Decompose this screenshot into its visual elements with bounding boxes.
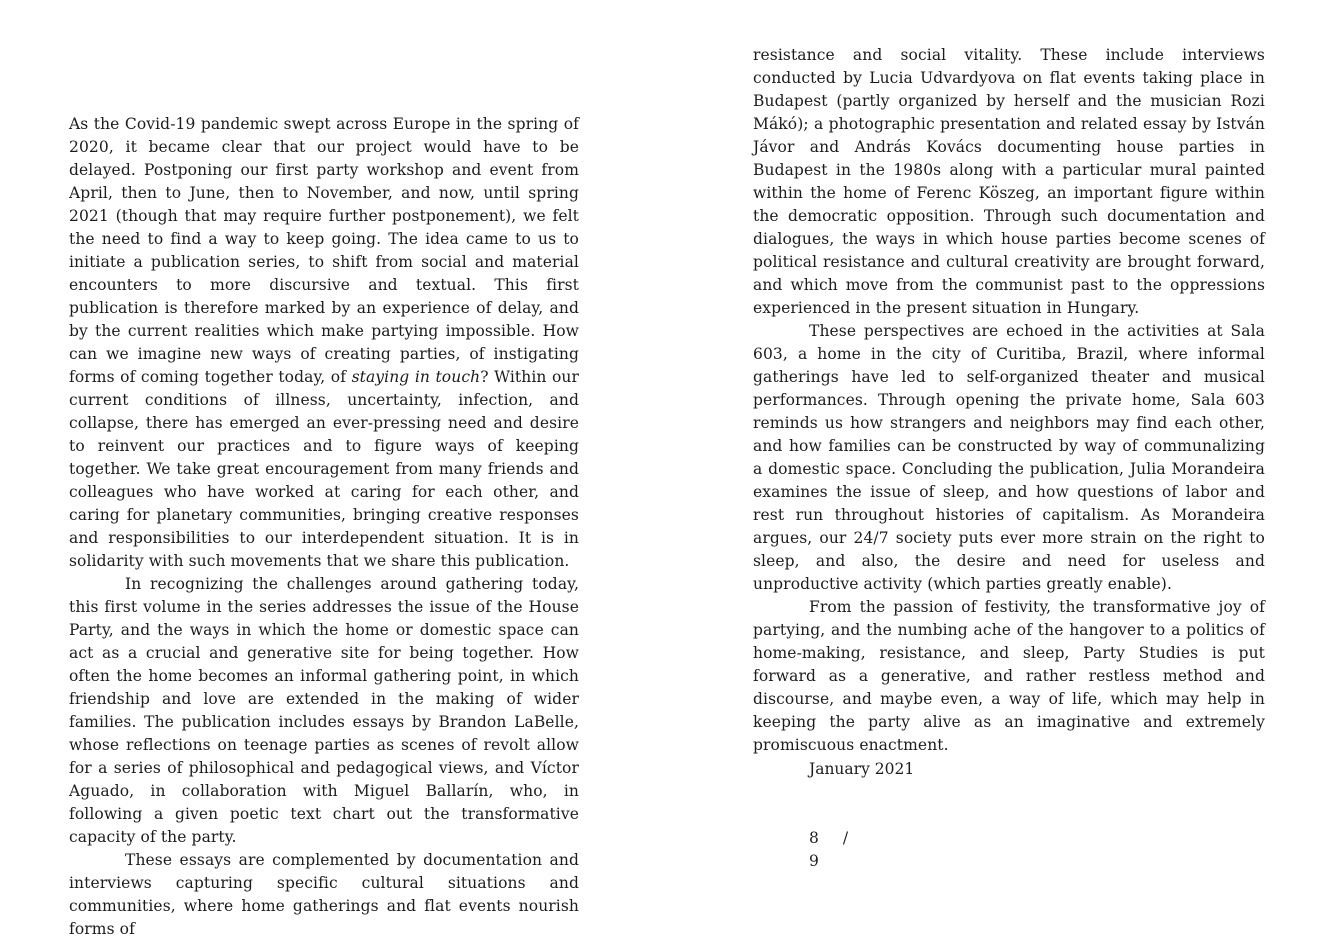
publication-date: January 2021 xyxy=(809,760,915,778)
page-numbers xyxy=(809,827,848,873)
left-page-text xyxy=(69,113,579,941)
paragraph-sala-603: These perspectives are echoed in the activities at Sala 603, a home in the city of Curitiba, Brazil, where informal gatherings have led to self-organized theater and musical performances. Through opening the private home, Sala 603 reminds us how strangers and neighbors may find each other, and how families can be constructed by way of communalizing a domestic space. Concluding the publication, Julia Morandeira examines the issue of sleep, and how questions of labor and rest run throughout histories of capitalism. As Morandeira argues, our 24/7 society puts ever more strain on the right to sleep, and also, the desire and need for useless and unproductive activity (which parties greatly enable). xyxy=(753,322,1265,593)
right-page-text xyxy=(753,44,1265,757)
page-number-separator: / xyxy=(842,829,849,847)
paragraph-resistance-vitality: resistance and social vitality. These include interviews conducted by Lucia Udvardyova on flat events taking place in Budapest (partly organized by herself and the musician Rozi Mákó); a photographic presentation and related essay by István Jávor and András Kovács documenting house parties in Budapest in the 1980s along with a particular mural painted within the home of Ferenc Köszeg, an important figure within the democratic opposition. Through such documentation and dialogues, the ways in which house parties become scenes of political resistance and cultural creativity are brought forward, and which move from the communist past to the oppressions experienced in the present situation in Hungary. xyxy=(753,46,1265,317)
paragraph-covid-delay xyxy=(69,113,579,573)
paragraph-house-party: In recognizing the challenges around gathering today, this first volume in the series addresses the issue of the House Party, and the ways in which the home or domestic space can act as a crucial and generative site for being together. How often the home becomes an informal gathering point, in which friendship and love are extended in the making of wider families. The publication includes essays by Brandon LaBelle, whose reflections on teenage parties as scenes of revolt allow for a series of philosophical and pedagogical views, and Víctor Aguado, in collaboration with Miguel Ballarín, who, in following a given poetic text chart out the transformative capacity of the party. xyxy=(69,575,579,846)
staying-in-touch-emphasis: staying in touch xyxy=(351,368,481,386)
paragraph-essays-complemented: These essays are complemented by documentation and interviews capturing specific cultural situations and communities, where home gatherings and flat events nourish forms of xyxy=(69,851,579,938)
paragraph-covid-delay-part-1: As the Covid-19 pandemic swept across Europe in the spring of 2020, it became clear that our project would have to be delayed. Postponing our first party workshop and event from April, then to June, then to November, and now, until spring 2021 (though that may require further postponement), we felt the need to find a way to keep going. The idea came to us to initiate a publication series, to shift from social and material encounters to more discursive and textual. This first publication is therefore marked by an experience of delay, and by the current realities which make partying impossible. How can we imagine new ways of creating parties, of instigating forms of coming together today, of xyxy=(69,115,579,386)
paragraph-covid-delay-part-2: ? Within our current conditions of illness, uncertainty, infection, and collapse, there has emerged an ever-pressing need and desire to reinvent our practices and to figure ways of keeping together. We take great encouragement from many friends and colleagues who have worked at caring for each other, and caring for planetary communities, bringing creative responses and responsibilities to our interdependent situation. It is in solidarity with such movements that we share this publication. xyxy=(69,368,579,570)
page-number-right: 9 xyxy=(809,852,819,870)
page-number-left: 8 xyxy=(809,829,819,847)
paragraph-party-studies: From the passion of festivity, the transformative joy of partying, and the numbing ache of the hangover to a politics of home-making, resistance, and sleep, Party Studies is put forward as a generative, and rather restless method and discourse, and maybe even, a way of life, which may help in keeping the party alive as an imaginative and extremely promiscuous enactment. xyxy=(753,598,1265,754)
